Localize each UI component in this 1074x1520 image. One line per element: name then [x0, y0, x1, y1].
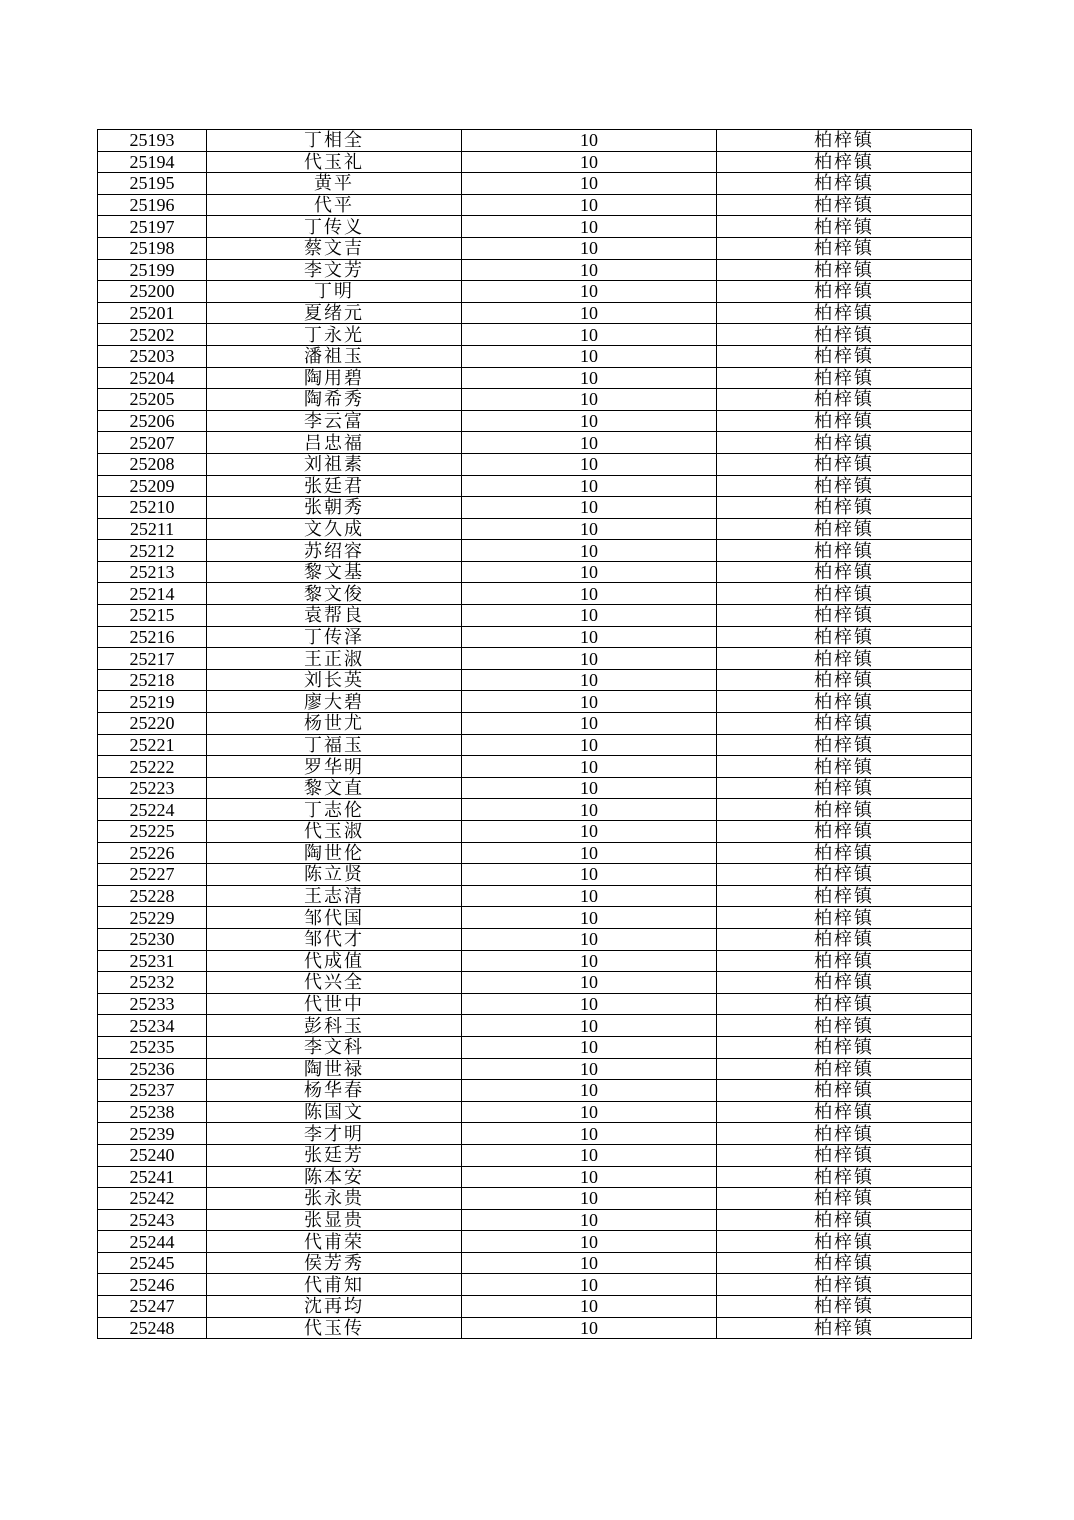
table-row	[98, 1123, 972, 1145]
table-row	[98, 540, 972, 562]
amount-cell: 10	[462, 1296, 717, 1318]
amount-cell: 10	[462, 1166, 717, 1188]
town-cell: 柏梓镇	[717, 1101, 972, 1123]
town-cell: 柏梓镇	[717, 1317, 972, 1339]
person-name-cell: 张廷芳	[207, 1144, 462, 1166]
amount-cell: 10	[462, 151, 717, 173]
town-cell: 柏梓镇	[717, 1123, 972, 1145]
town-cell: 柏梓镇	[717, 518, 972, 540]
town-cell: 柏梓镇	[717, 928, 972, 950]
person-name-cell: 李云富	[207, 410, 462, 432]
person-name-cell: 陈本安	[207, 1166, 462, 1188]
person-name-cell: 王正淑	[207, 648, 462, 670]
town-cell: 柏梓镇	[717, 302, 972, 324]
amount-cell: 10	[462, 669, 717, 691]
table-row	[98, 972, 972, 994]
table-row	[98, 259, 972, 281]
table-row	[98, 216, 972, 238]
town-cell: 柏梓镇	[717, 475, 972, 497]
amount-cell: 10	[462, 1058, 717, 1080]
row-number-cell: 25202	[98, 324, 207, 346]
row-number-cell: 25230	[98, 928, 207, 950]
town-cell: 柏梓镇	[717, 259, 972, 281]
row-number-cell: 25200	[98, 281, 207, 303]
table-row	[98, 302, 972, 324]
amount-cell: 10	[462, 302, 717, 324]
town-cell: 柏梓镇	[717, 345, 972, 367]
table-row	[98, 561, 972, 583]
person-name-cell: 张永贵	[207, 1188, 462, 1210]
town-cell: 柏梓镇	[717, 756, 972, 778]
table-row	[98, 777, 972, 799]
town-cell: 柏梓镇	[717, 799, 972, 821]
amount-cell: 10	[462, 497, 717, 519]
town-cell: 柏梓镇	[717, 1144, 972, 1166]
row-number-cell: 25193	[98, 130, 207, 152]
roster-table-body	[98, 130, 972, 1339]
town-cell: 柏梓镇	[717, 389, 972, 411]
row-number-cell: 25239	[98, 1123, 207, 1145]
amount-cell: 10	[462, 518, 717, 540]
amount-cell: 10	[462, 1036, 717, 1058]
town-cell: 柏梓镇	[717, 561, 972, 583]
row-number-cell: 25211	[98, 518, 207, 540]
row-number-cell: 25247	[98, 1296, 207, 1318]
amount-cell: 10	[462, 173, 717, 195]
table-row	[98, 864, 972, 886]
amount-cell: 10	[462, 259, 717, 281]
table-row	[98, 799, 972, 821]
table-row	[98, 1188, 972, 1210]
table-row	[98, 324, 972, 346]
row-number-cell: 25231	[98, 950, 207, 972]
town-cell: 柏梓镇	[717, 216, 972, 238]
amount-cell: 10	[462, 950, 717, 972]
row-number-cell: 25233	[98, 993, 207, 1015]
table-row	[98, 691, 972, 713]
person-name-cell: 陶希秀	[207, 389, 462, 411]
town-cell: 柏梓镇	[717, 1209, 972, 1231]
town-cell: 柏梓镇	[717, 1296, 972, 1318]
person-name-cell: 代兴全	[207, 972, 462, 994]
town-cell: 柏梓镇	[717, 885, 972, 907]
table-row	[98, 518, 972, 540]
table-row	[98, 1080, 972, 1102]
amount-cell: 10	[462, 626, 717, 648]
row-number-cell: 25243	[98, 1209, 207, 1231]
amount-cell: 10	[462, 281, 717, 303]
table-row	[98, 367, 972, 389]
town-cell: 柏梓镇	[717, 453, 972, 475]
table-row	[98, 669, 972, 691]
amount-cell: 10	[462, 907, 717, 929]
row-number-cell: 25219	[98, 691, 207, 713]
amount-cell: 10	[462, 1123, 717, 1145]
person-name-cell: 吕忠福	[207, 432, 462, 454]
town-cell: 柏梓镇	[717, 1015, 972, 1037]
amount-cell: 10	[462, 1274, 717, 1296]
town-cell: 柏梓镇	[717, 821, 972, 843]
amount-cell: 10	[462, 648, 717, 670]
row-number-cell: 25209	[98, 475, 207, 497]
person-name-cell: 代玉礼	[207, 151, 462, 173]
person-name-cell: 代世中	[207, 993, 462, 1015]
table-row	[98, 475, 972, 497]
person-name-cell: 张廷君	[207, 475, 462, 497]
person-name-cell: 陶世禄	[207, 1058, 462, 1080]
amount-cell: 10	[462, 410, 717, 432]
town-cell: 柏梓镇	[717, 1166, 972, 1188]
town-cell: 柏梓镇	[717, 281, 972, 303]
town-cell: 柏梓镇	[717, 950, 972, 972]
row-number-cell: 25207	[98, 432, 207, 454]
person-name-cell: 代玉淑	[207, 821, 462, 843]
person-name-cell: 袁帮良	[207, 605, 462, 627]
amount-cell: 10	[462, 389, 717, 411]
table-row	[98, 907, 972, 929]
town-cell: 柏梓镇	[717, 972, 972, 994]
row-number-cell: 25234	[98, 1015, 207, 1037]
table-row	[98, 1296, 972, 1318]
town-cell: 柏梓镇	[717, 605, 972, 627]
row-number-cell: 25217	[98, 648, 207, 670]
row-number-cell: 25242	[98, 1188, 207, 1210]
roster-table	[97, 129, 972, 1339]
amount-cell: 10	[462, 1015, 717, 1037]
person-name-cell: 杨华春	[207, 1080, 462, 1102]
person-name-cell: 彭科玉	[207, 1015, 462, 1037]
row-number-cell: 25232	[98, 972, 207, 994]
person-name-cell: 邹代才	[207, 928, 462, 950]
amount-cell: 10	[462, 561, 717, 583]
table-row	[98, 713, 972, 735]
town-cell: 柏梓镇	[717, 626, 972, 648]
table-row	[98, 194, 972, 216]
table-row	[98, 928, 972, 950]
amount-cell: 10	[462, 367, 717, 389]
table-row	[98, 1209, 972, 1231]
person-name-cell: 邹代国	[207, 907, 462, 929]
town-cell: 柏梓镇	[717, 734, 972, 756]
person-name-cell: 王志清	[207, 885, 462, 907]
person-name-cell: 代成值	[207, 950, 462, 972]
table-row	[98, 821, 972, 843]
row-number-cell: 25212	[98, 540, 207, 562]
town-cell: 柏梓镇	[717, 842, 972, 864]
person-name-cell: 黎文直	[207, 777, 462, 799]
town-cell: 柏梓镇	[717, 907, 972, 929]
town-cell: 柏梓镇	[717, 669, 972, 691]
row-number-cell: 25221	[98, 734, 207, 756]
table-row	[98, 1252, 972, 1274]
amount-cell: 10	[462, 1101, 717, 1123]
table-row	[98, 605, 972, 627]
amount-cell: 10	[462, 605, 717, 627]
amount-cell: 10	[462, 194, 717, 216]
table-row	[98, 453, 972, 475]
table-row	[98, 281, 972, 303]
town-cell: 柏梓镇	[717, 540, 972, 562]
row-number-cell: 25203	[98, 345, 207, 367]
table-row	[98, 950, 972, 972]
amount-cell: 10	[462, 972, 717, 994]
person-name-cell: 潘祖玉	[207, 345, 462, 367]
table-row	[98, 885, 972, 907]
town-cell: 柏梓镇	[717, 497, 972, 519]
table-row	[98, 345, 972, 367]
amount-cell: 10	[462, 130, 717, 152]
row-number-cell: 25241	[98, 1166, 207, 1188]
amount-cell: 10	[462, 1252, 717, 1274]
amount-cell: 10	[462, 993, 717, 1015]
table-row	[98, 583, 972, 605]
town-cell: 柏梓镇	[717, 1188, 972, 1210]
table-row	[98, 130, 972, 152]
town-cell: 柏梓镇	[717, 151, 972, 173]
table-row	[98, 497, 972, 519]
amount-cell: 10	[462, 1188, 717, 1210]
person-name-cell: 苏绍容	[207, 540, 462, 562]
town-cell: 柏梓镇	[717, 1080, 972, 1102]
person-name-cell: 陈立贤	[207, 864, 462, 886]
table-row	[98, 1036, 972, 1058]
amount-cell: 10	[462, 453, 717, 475]
amount-cell: 10	[462, 345, 717, 367]
person-name-cell: 张显贵	[207, 1209, 462, 1231]
table-row	[98, 842, 972, 864]
person-name-cell: 夏绪元	[207, 302, 462, 324]
row-number-cell: 25218	[98, 669, 207, 691]
amount-cell: 10	[462, 216, 717, 238]
amount-cell: 10	[462, 237, 717, 259]
town-cell: 柏梓镇	[717, 648, 972, 670]
town-cell: 柏梓镇	[717, 1058, 972, 1080]
amount-cell: 10	[462, 1080, 717, 1102]
town-cell: 柏梓镇	[717, 130, 972, 152]
table-row	[98, 734, 972, 756]
amount-cell: 10	[462, 713, 717, 735]
row-number-cell: 25223	[98, 777, 207, 799]
amount-cell: 10	[462, 821, 717, 843]
row-number-cell: 25226	[98, 842, 207, 864]
person-name-cell: 陶用碧	[207, 367, 462, 389]
town-cell: 柏梓镇	[717, 691, 972, 713]
person-name-cell: 代甫荣	[207, 1231, 462, 1253]
table-row	[98, 1144, 972, 1166]
amount-cell: 10	[462, 842, 717, 864]
row-number-cell: 25246	[98, 1274, 207, 1296]
amount-cell: 10	[462, 1144, 717, 1166]
town-cell: 柏梓镇	[717, 410, 972, 432]
person-name-cell: 沈再均	[207, 1296, 462, 1318]
table-row	[98, 993, 972, 1015]
person-name-cell: 侯芳秀	[207, 1252, 462, 1274]
table-row	[98, 756, 972, 778]
row-number-cell: 25214	[98, 583, 207, 605]
table-row	[98, 173, 972, 195]
row-number-cell: 25205	[98, 389, 207, 411]
row-number-cell: 25222	[98, 756, 207, 778]
row-number-cell: 25194	[98, 151, 207, 173]
row-number-cell: 25229	[98, 907, 207, 929]
row-number-cell: 25196	[98, 194, 207, 216]
row-number-cell: 25201	[98, 302, 207, 324]
person-name-cell: 代甫知	[207, 1274, 462, 1296]
row-number-cell: 25238	[98, 1101, 207, 1123]
town-cell: 柏梓镇	[717, 1252, 972, 1274]
table-row	[98, 1101, 972, 1123]
row-number-cell: 25248	[98, 1317, 207, 1339]
town-cell: 柏梓镇	[717, 1036, 972, 1058]
row-number-cell: 25199	[98, 259, 207, 281]
person-name-cell: 丁明	[207, 281, 462, 303]
row-number-cell: 25210	[98, 497, 207, 519]
town-cell: 柏梓镇	[717, 432, 972, 454]
amount-cell: 10	[462, 1231, 717, 1253]
amount-cell: 10	[462, 691, 717, 713]
person-name-cell: 刘祖素	[207, 453, 462, 475]
amount-cell: 10	[462, 583, 717, 605]
town-cell: 柏梓镇	[717, 713, 972, 735]
amount-cell: 10	[462, 1209, 717, 1231]
row-number-cell: 25197	[98, 216, 207, 238]
amount-cell: 10	[462, 734, 717, 756]
person-name-cell: 丁永光	[207, 324, 462, 346]
town-cell: 柏梓镇	[717, 173, 972, 195]
person-name-cell: 杨世尤	[207, 713, 462, 735]
town-cell: 柏梓镇	[717, 1274, 972, 1296]
person-name-cell: 李文芳	[207, 259, 462, 281]
table-row	[98, 432, 972, 454]
table-row	[98, 626, 972, 648]
amount-cell: 10	[462, 777, 717, 799]
row-number-cell: 25206	[98, 410, 207, 432]
town-cell: 柏梓镇	[717, 1231, 972, 1253]
amount-cell: 10	[462, 864, 717, 886]
table-row	[98, 237, 972, 259]
row-number-cell: 25245	[98, 1252, 207, 1274]
person-name-cell: 丁传泽	[207, 626, 462, 648]
person-name-cell: 李文科	[207, 1036, 462, 1058]
person-name-cell: 丁相全	[207, 130, 462, 152]
town-cell: 柏梓镇	[717, 583, 972, 605]
person-name-cell: 廖大碧	[207, 691, 462, 713]
table-row	[98, 151, 972, 173]
row-number-cell: 25208	[98, 453, 207, 475]
person-name-cell: 代玉传	[207, 1317, 462, 1339]
amount-cell: 10	[462, 432, 717, 454]
amount-cell: 10	[462, 540, 717, 562]
table-row	[98, 1231, 972, 1253]
person-name-cell: 黎文俊	[207, 583, 462, 605]
town-cell: 柏梓镇	[717, 993, 972, 1015]
row-number-cell: 25237	[98, 1080, 207, 1102]
person-name-cell: 丁志伦	[207, 799, 462, 821]
row-number-cell: 25198	[98, 237, 207, 259]
row-number-cell: 25204	[98, 367, 207, 389]
person-name-cell: 黎文基	[207, 561, 462, 583]
row-number-cell: 25227	[98, 864, 207, 886]
town-cell: 柏梓镇	[717, 864, 972, 886]
table-row	[98, 1015, 972, 1037]
table-row	[98, 389, 972, 411]
amount-cell: 10	[462, 885, 717, 907]
amount-cell: 10	[462, 324, 717, 346]
table-row	[98, 1317, 972, 1339]
person-name-cell: 刘长英	[207, 669, 462, 691]
person-name-cell: 文久成	[207, 518, 462, 540]
person-name-cell: 罗华明	[207, 756, 462, 778]
row-number-cell: 25235	[98, 1036, 207, 1058]
person-name-cell: 陶世伦	[207, 842, 462, 864]
row-number-cell: 25225	[98, 821, 207, 843]
row-number-cell: 25224	[98, 799, 207, 821]
table-row	[98, 1058, 972, 1080]
row-number-cell: 25228	[98, 885, 207, 907]
person-name-cell: 代平	[207, 194, 462, 216]
table-row	[98, 410, 972, 432]
amount-cell: 10	[462, 756, 717, 778]
person-name-cell: 蔡文吉	[207, 237, 462, 259]
row-number-cell: 25220	[98, 713, 207, 735]
town-cell: 柏梓镇	[717, 777, 972, 799]
person-name-cell: 丁传义	[207, 216, 462, 238]
person-name-cell: 丁福玉	[207, 734, 462, 756]
row-number-cell: 25240	[98, 1144, 207, 1166]
amount-cell: 10	[462, 928, 717, 950]
table-row	[98, 648, 972, 670]
table-row	[98, 1166, 972, 1188]
row-number-cell: 25216	[98, 626, 207, 648]
town-cell: 柏梓镇	[717, 237, 972, 259]
town-cell: 柏梓镇	[717, 367, 972, 389]
row-number-cell: 25244	[98, 1231, 207, 1253]
table-row	[98, 1274, 972, 1296]
row-number-cell: 25213	[98, 561, 207, 583]
row-number-cell: 25215	[98, 605, 207, 627]
amount-cell: 10	[462, 475, 717, 497]
person-name-cell: 黄平	[207, 173, 462, 195]
town-cell: 柏梓镇	[717, 194, 972, 216]
row-number-cell: 25236	[98, 1058, 207, 1080]
person-name-cell: 李才明	[207, 1123, 462, 1145]
town-cell: 柏梓镇	[717, 324, 972, 346]
row-number-cell: 25195	[98, 173, 207, 195]
person-name-cell: 张朝秀	[207, 497, 462, 519]
person-name-cell: 陈国文	[207, 1101, 462, 1123]
amount-cell: 10	[462, 799, 717, 821]
amount-cell: 10	[462, 1317, 717, 1339]
